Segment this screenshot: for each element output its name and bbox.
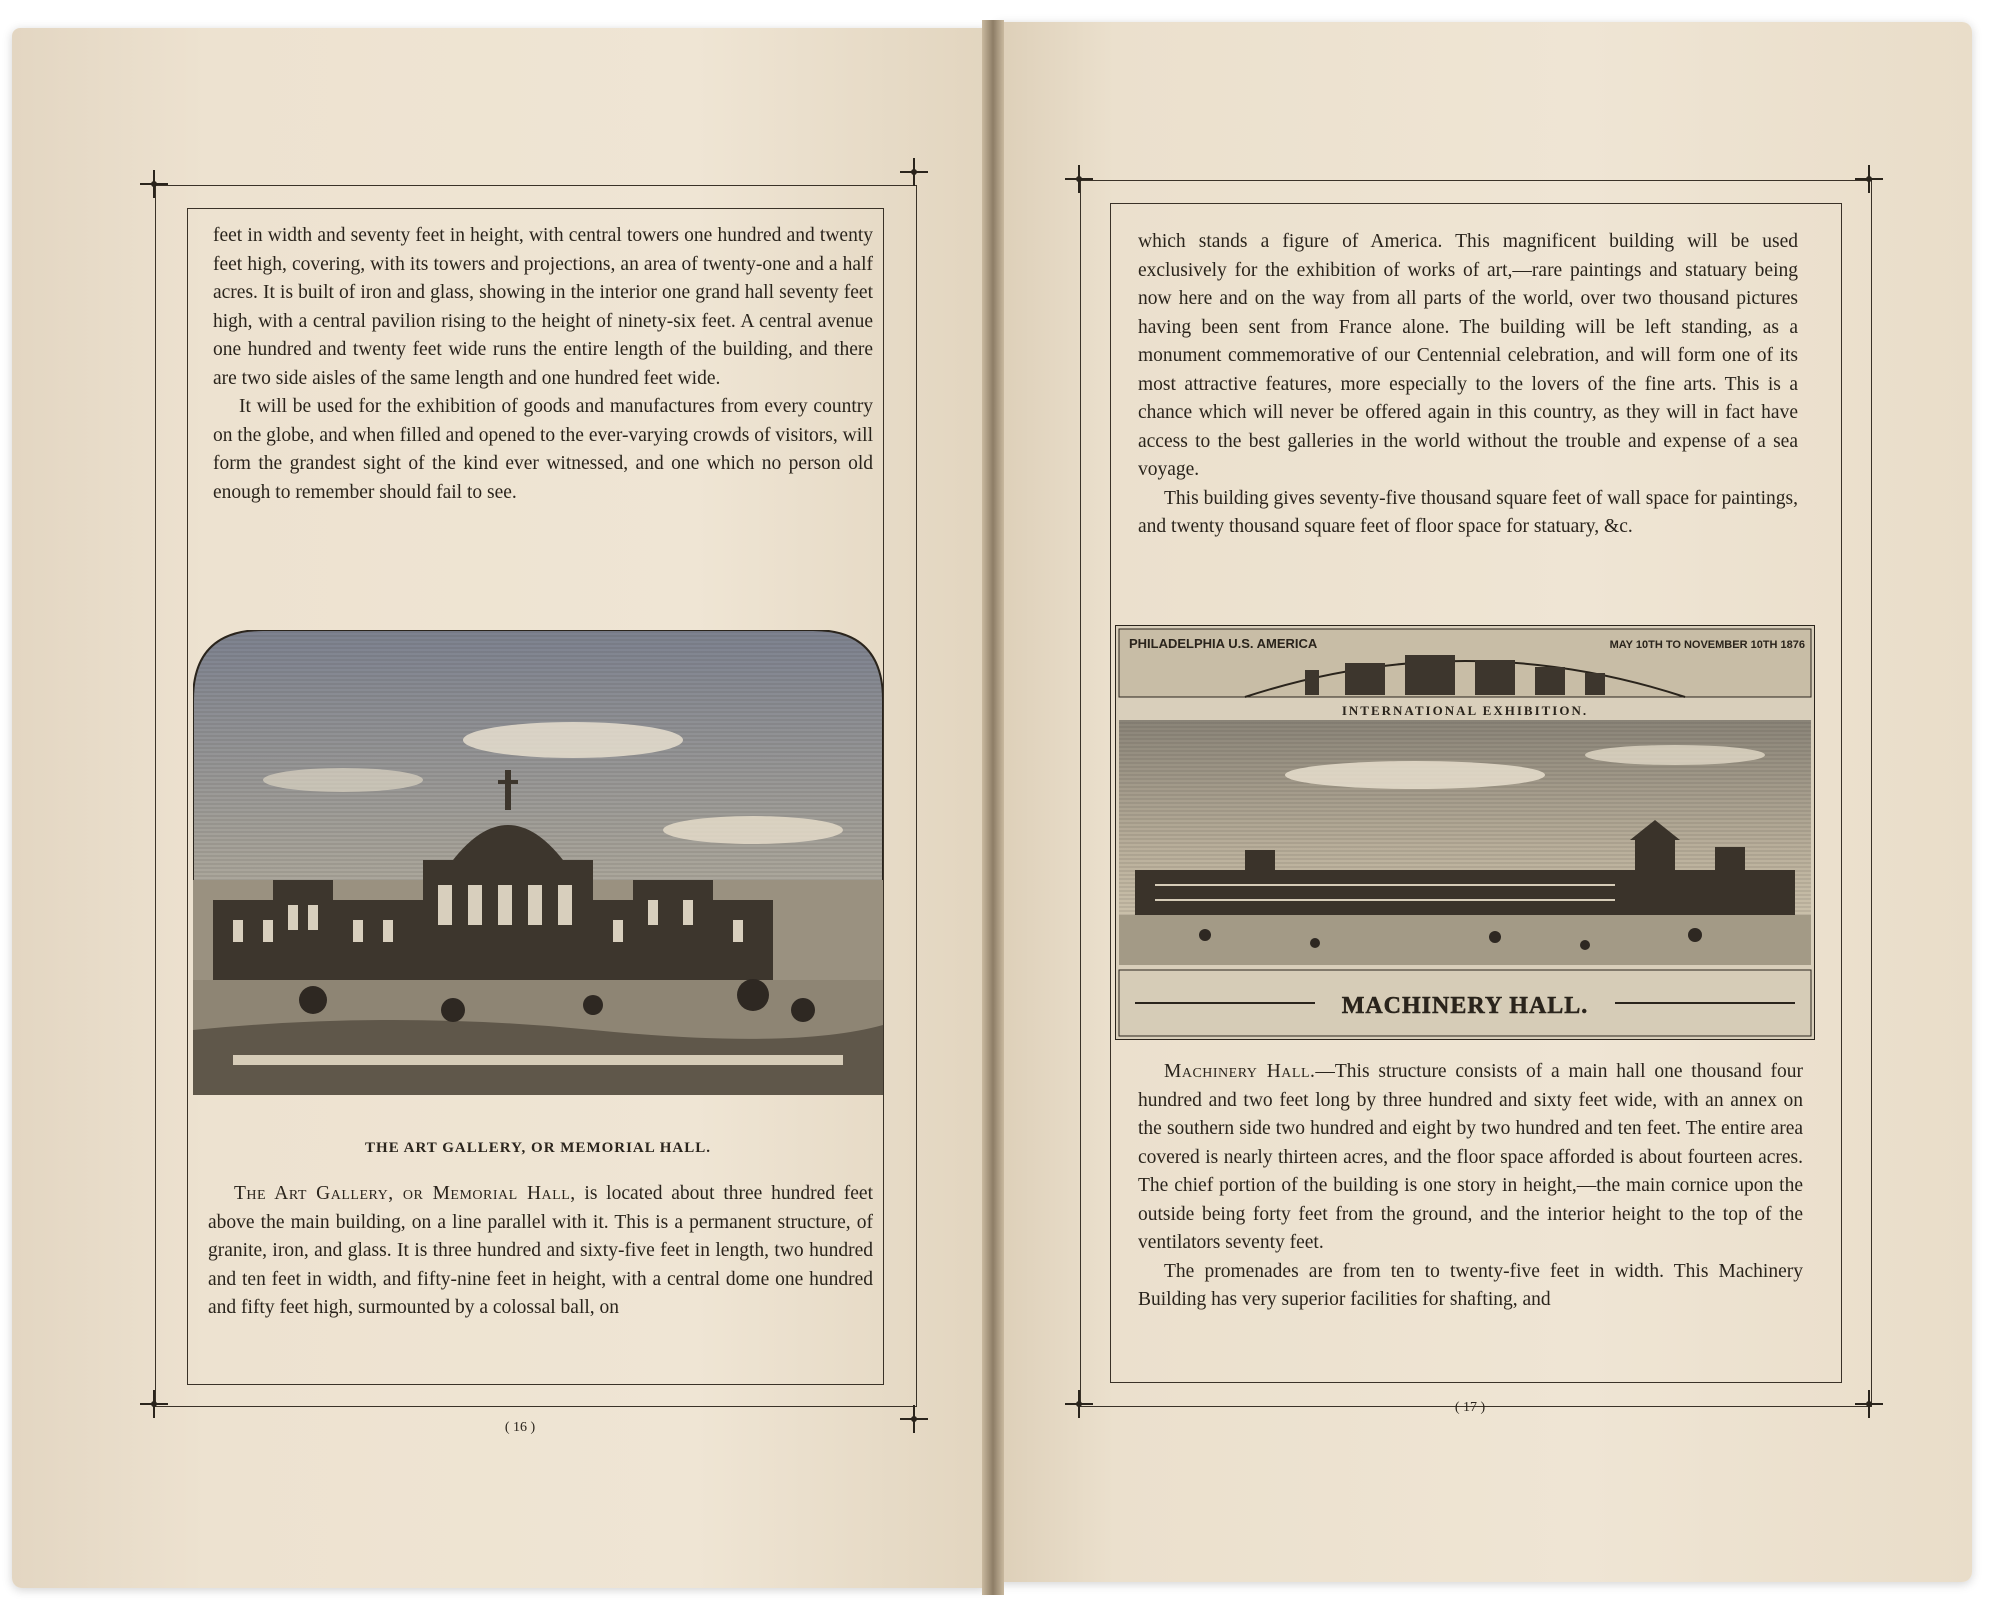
banner-right-text: MAY 10TH TO NOVEMBER 10TH 1876 <box>1609 639 1805 651</box>
left-paragraph-3: is located about three hundred feet above the main building, on a line parallel with it. This is a permanent structure, of granite, iron, and glass. It is three hundred and sixty-five feet in length, two hundred and ten feet in width, and fifty-nine feet in height, with a central dome one hundred and fifty feet high, surmounted by a colossal ball, on <box>208 1183 873 1318</box>
left-folio: ( 16 ) <box>504 1420 536 1435</box>
ornament-icon <box>1065 1390 1093 1418</box>
left-text-top <box>213 222 873 507</box>
ornament-icon <box>1065 165 1093 193</box>
right-paragraph-4: The promenades are from ten to twenty-five feet in width. This Machinery Building has very superior facilities for shafting, and <box>1138 1260 1803 1310</box>
right-paragraph-1: which stands a figure of America. This magnificent building will be used exclusively for the exhibition of works of art,—rare paintings and statuary being now here and on the way from all parts of the world, over two thousand pictures having been sent from France alone. The building will be left standing, as a monument commemorative of our Centennial celebration, and will form one of its most attractive features, more especially to the lovers of the fine arts. This is a chance which will never be offered again in this country, as they will in fact have access to the best galleries in the world without the trouble and expense of a sea voyage. <box>1138 231 1798 480</box>
book-gutter <box>982 20 1004 1595</box>
machinery-hall-engraving <box>1115 625 1815 1040</box>
banner-title-text: MACHINERY HALL. <box>1341 993 1589 1019</box>
ornament-icon <box>900 1405 928 1433</box>
right-paragraph-3: —This structure consists of a main hall one thousand four hundred and two feet long by three hundred and sixty feet wide, with an annex on the southern side two hundred and eight by two hundred and ten feet. The entire area covered is nearly thirteen acres, and the floor space afforded is about fourteen acres. The chief portion of the building is one story in height,—the main cornice upon the outside being forty feet from the ground, and the interior height to the top of the ventilators seventy feet. <box>1138 1061 1803 1253</box>
ornament-icon <box>900 158 928 186</box>
banner-left-text: PHILADELPHIA U.S. AMERICA <box>1129 636 1318 651</box>
ornament-icon <box>140 1390 168 1418</box>
left-text-bottom <box>208 1180 873 1323</box>
ornament-icon <box>1855 1390 1883 1418</box>
right-text-bottom <box>1138 1058 1803 1315</box>
art-gallery-lead: The Art Gallery, or Memorial Hall, <box>234 1183 576 1204</box>
right-text-top <box>1138 228 1798 542</box>
right-folio: ( 17 ) <box>1454 1400 1486 1415</box>
banner-arch-text: INTERNATIONAL EXHIBITION. <box>1341 703 1589 718</box>
ornament-icon <box>1855 165 1883 193</box>
right-paragraph-2: This building gives seventy-five thousand square feet of wall space for paintings, and twenty thousand square feet of floor space for statuary, &c. <box>1138 487 1798 537</box>
left-paragraph-2: It will be used for the exhibition of goods and manufactures from every country on the globe, and when filled and opened to the ever-varying crowds of visitors, will form the grandest sight of the kind ever witnessed, and one which no person old enough to remember should fail to see. <box>213 396 873 503</box>
machinery-hall-lead: Machinery Hall. <box>1164 1061 1316 1082</box>
art-gallery-engraving <box>193 630 883 1095</box>
ornament-icon <box>140 170 168 198</box>
art-gallery-caption: THE ART GALLERY, OR MEMORIAL HALL. <box>365 1140 711 1156</box>
left-paragraph-1: feet in width and seventy feet in height, with central towers one hundred and twenty feet high, covering, with its towers and projections, an area of twenty-one and a half acres. It is built of iron and glass, showing in the interior one grand hall seventy feet high, with a central pavilion rising to the height of ninety-six feet. A central avenue one hundred and twenty feet wide runs the entire length of the building, and there are two side aisles of the same length and one hundred feet wide. <box>213 225 873 389</box>
